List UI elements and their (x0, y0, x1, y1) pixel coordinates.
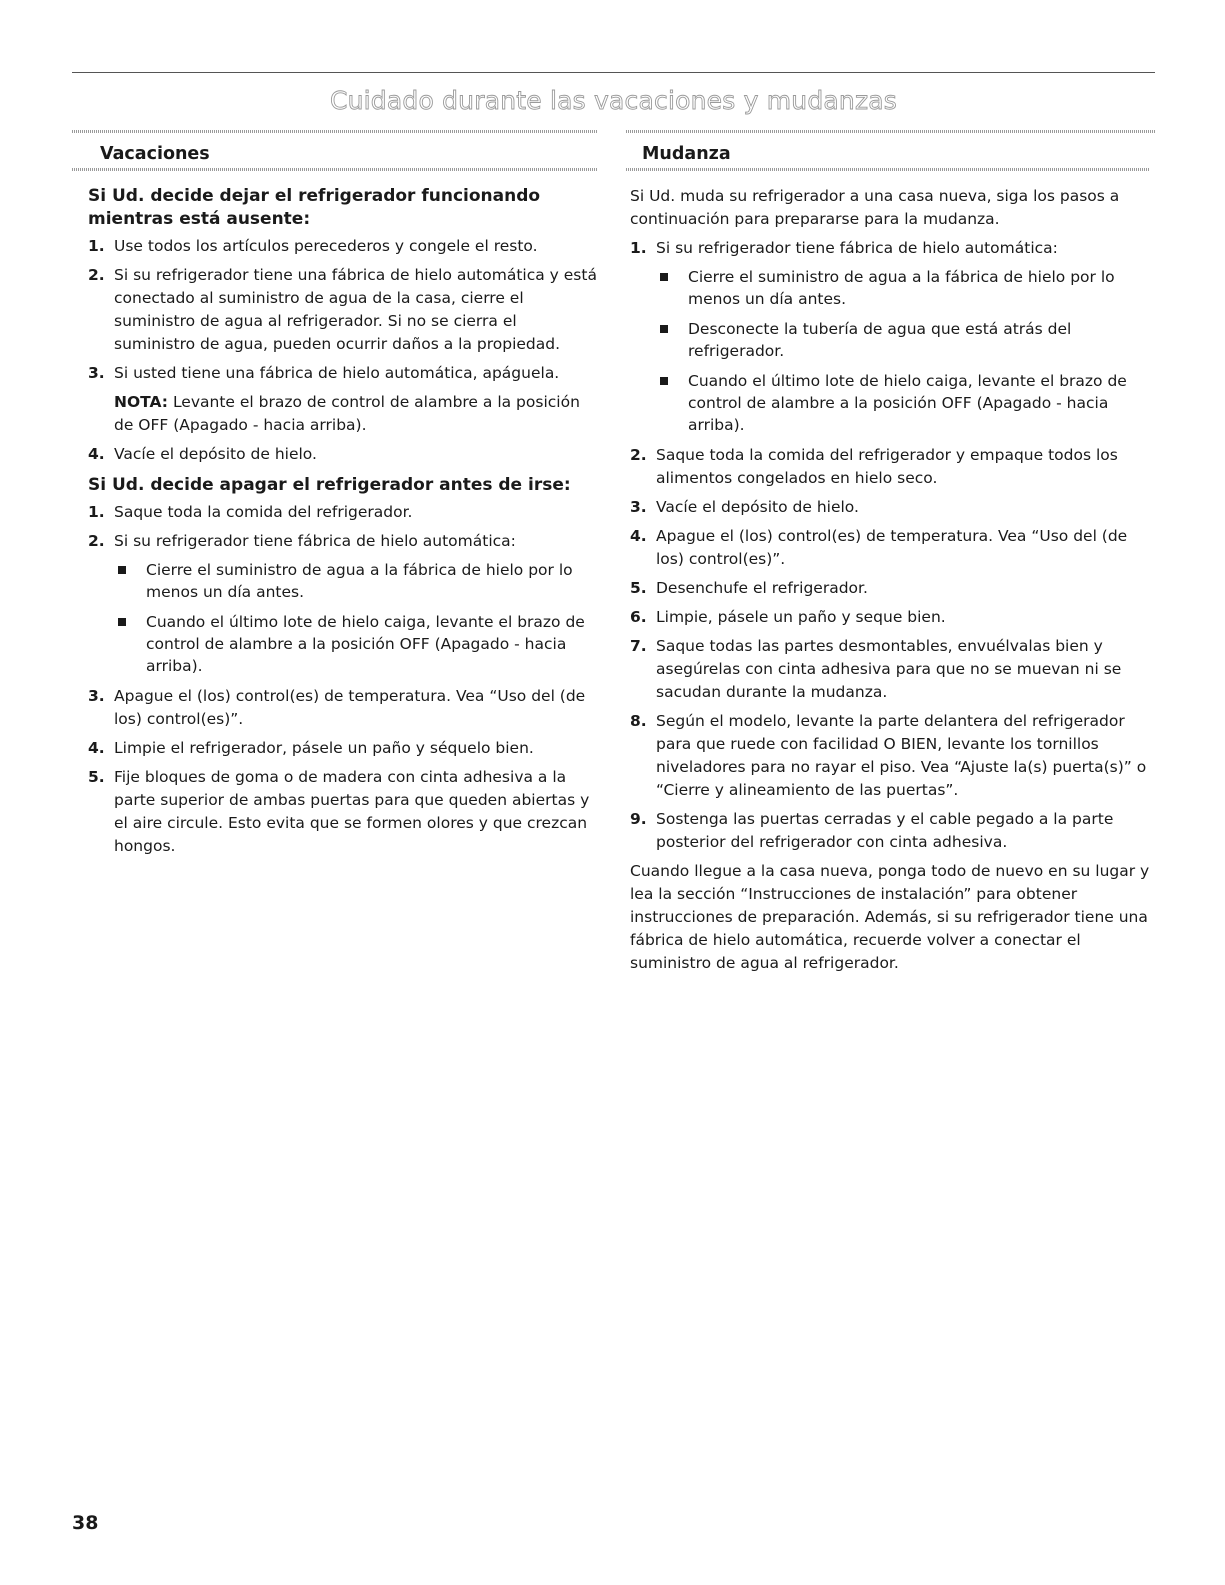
ice-maker-bullets (114, 559, 598, 677)
step-text: Si su refrigerador tiene fábrica de hielo automática: (114, 532, 516, 550)
step-number: 3. (88, 364, 105, 382)
list-item (630, 525, 1150, 571)
step-number: 2. (630, 446, 647, 464)
step-number: 5. (630, 579, 647, 597)
square-bullet-icon (118, 618, 126, 626)
square-bullet-icon (660, 377, 668, 385)
step-text: Saque todas las partes desmontables, envuélvalas bien y asegúrelas con cinta adhesiva para que no se muevan ni se sacudan durante la mudanza. (656, 637, 1122, 701)
bullet-item (656, 318, 1150, 362)
title-rule-left (72, 130, 598, 133)
step-number: 5. (88, 768, 105, 786)
square-bullet-icon (660, 325, 668, 333)
step-number: 4. (630, 527, 647, 545)
note (114, 391, 598, 437)
bullet-text: Desconecte la tubería de agua que está atrás del refrigerador. (688, 320, 1072, 360)
list-item (88, 685, 598, 731)
step-number: 4. (88, 739, 105, 757)
step-text: Sostenga las puertas cerradas y el cable pegado a la parte posterior del refrigerador con cinta adhesiva. (656, 810, 1114, 851)
list-item (88, 264, 598, 356)
turn-off-heading: Si Ud. decide apagar el refrigerador antes de irse: (88, 475, 571, 495)
step-number: 9. (630, 810, 647, 828)
bullet-text: Cuando el último lote de hielo caiga, levante el brazo de control de alambre a la posición OFF (Apagado - hacia arriba). (146, 613, 585, 675)
step-text: Saque toda la comida del refrigerador. (114, 503, 413, 521)
step-text: Saque toda la comida del refrigerador y empaque todos los alimentos congelados en hielo seco. (656, 446, 1118, 487)
step-number: 8. (630, 712, 647, 730)
step-number: 4. (88, 445, 105, 463)
list-item (88, 443, 598, 466)
turn-off-steps (88, 501, 598, 858)
step-text: Use todos los artículos perecederos y congele el resto. (114, 237, 538, 255)
list-item (88, 766, 598, 858)
mudanza-intro: Si Ud. muda su refrigerador a una casa nueva, siga los pasos a continuación para prepararse para la mudanza. (630, 187, 1120, 228)
page-number: 38 (72, 1512, 99, 1534)
list-item (630, 237, 1150, 436)
step-number: 1. (88, 237, 105, 255)
leave-running-heading: Si Ud. decide dejar el refrigerador funcionando mientras está ausente: (88, 186, 541, 229)
leave-running-steps (88, 235, 598, 466)
page-title: Cuidado durante las vacaciones y mudanzas (329, 86, 898, 115)
bullet-text: Cuando el último lote de hielo caiga, levante el brazo de control de alambre a la posición OFF (Apagado - hacia arriba). (688, 372, 1127, 434)
title-rule-right (626, 130, 1155, 133)
step-number: 1. (88, 503, 105, 521)
list-item (630, 635, 1150, 704)
step-text: Apague el (los) control(es) de temperatura. Vea “Uso del (de los) control(es)”. (114, 687, 586, 728)
step-text: Fije bloques de goma o de madera con cinta adhesiva a la parte superior de ambas puertas para que queden abiertas y el aire circule. Esto evita que se formen olores y que crezcan hongos. (114, 768, 590, 855)
list-item (630, 496, 1150, 519)
list-item (630, 710, 1150, 802)
step-text: Vacíe el depósito de hielo. (656, 498, 859, 516)
step-text: Si su refrigerador tiene fábrica de hielo automática: (656, 239, 1058, 257)
step-text: Limpie, pásele un paño y seque bien. (656, 608, 946, 626)
list-item (88, 501, 598, 524)
list-item (88, 530, 598, 677)
top-rule (72, 72, 1155, 73)
square-bullet-icon (660, 273, 668, 281)
mudanza-steps (630, 237, 1150, 854)
vacaciones-heading: Vacaciones (100, 144, 210, 164)
bullet-item (656, 370, 1150, 436)
list-item (630, 808, 1150, 854)
step-text: Desenchufe el refrigerador. (656, 579, 868, 597)
step-text: Apague el (los) control(es) de temperatura. Vea “Uso del (de los) control(es)”. (656, 527, 1128, 568)
square-bullet-icon (118, 566, 126, 574)
mudanza-column (630, 140, 1150, 981)
list-item (630, 577, 1150, 600)
step-text: Limpie el refrigerador, pásele un paño y séquelo bien. (114, 739, 534, 757)
moving-ice-maker-bullets (656, 266, 1150, 436)
step-number: 6. (630, 608, 647, 626)
step-number: 3. (88, 687, 105, 705)
list-item (630, 444, 1150, 490)
step-number: 2. (88, 266, 105, 284)
step-text: Si usted tiene una fábrica de hielo automática, apáguela. (114, 364, 560, 382)
step-text: Según el modelo, levante la parte delantera del refrigerador para que ruede con facilidad O BIEN, levante los tornillos niveladores para no rayar el piso. Vea “Ajuste la(s) puerta(s)” o “Cierre y alineamiento de las puertas”. (656, 712, 1147, 799)
step-text: Si su refrigerador tiene una fábrica de hielo automática y está conectado al suministro de agua de la casa, cierre el suministro de agua al refrigerador. Si no se cierra el suministro de agua, pueden ocurrir daños a la propiedad. (114, 266, 597, 353)
note-label: NOTA: (114, 393, 169, 411)
step-number: 7. (630, 637, 647, 655)
step-number: 2. (88, 532, 105, 550)
vacaciones-heading-rule (72, 168, 598, 171)
bullet-item (114, 559, 598, 603)
vacaciones-column (88, 140, 598, 864)
list-item (88, 737, 598, 760)
list-item (630, 606, 1150, 629)
note-text: Levante el brazo de control de alambre a la posición de OFF (Apagado - hacia arriba). (114, 393, 580, 434)
mudanza-heading-rule (626, 168, 1150, 171)
step-number: 3. (630, 498, 647, 516)
mudanza-heading: Mudanza (642, 144, 731, 164)
step-text: Vacíe el depósito de hielo. (114, 445, 317, 463)
list-item (88, 235, 598, 258)
list-item (88, 362, 598, 437)
bullet-item (656, 266, 1150, 310)
bullet-text: Cierre el suministro de agua a la fábrica de hielo por lo menos un día antes. (688, 268, 1115, 308)
bullet-text: Cierre el suministro de agua a la fábrica de hielo por lo menos un día antes. (146, 561, 573, 601)
step-number: 1. (630, 239, 647, 257)
mudanza-outro: Cuando llegue a la casa nueva, ponga todo de nuevo en su lugar y lea la sección “Instrucciones de instalación” para obtener instrucciones de preparación. Además, si su refrigerador tiene una fábrica de hielo automática, recuerde volver a conectar el suministro de agua al refrigerador. (630, 862, 1150, 972)
bullet-item (114, 611, 598, 677)
